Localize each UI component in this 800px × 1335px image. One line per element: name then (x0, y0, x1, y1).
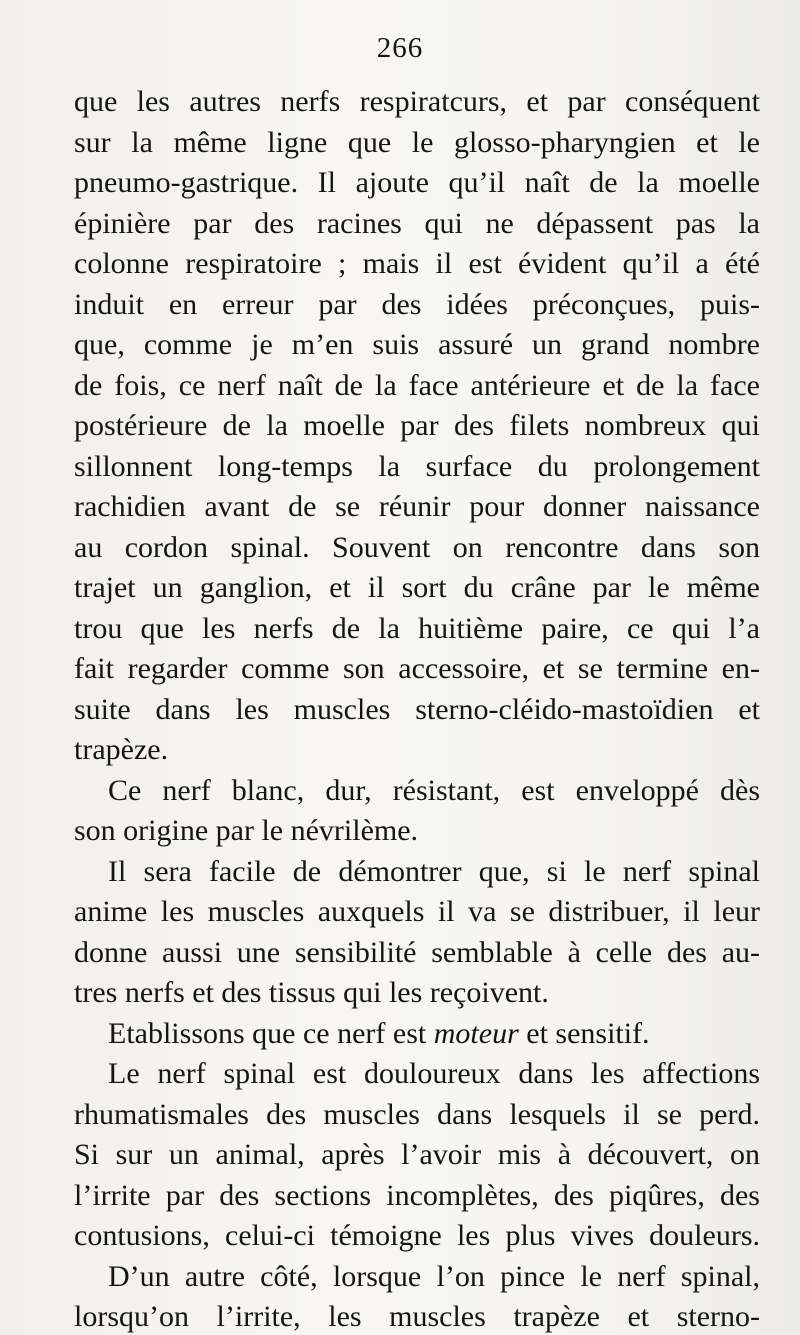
page-text-body (74, 82, 760, 1335)
text-line-21: anime les muscles auxquels il va se distribuer, il leur (74, 895, 760, 928)
text-line-22: donne aussi une sensibilité semblable à celle des au- (74, 935, 760, 969)
text-line-19: son origine par le névrilème. (74, 814, 419, 847)
text-line-17: trapèze. (74, 733, 169, 766)
text-line-13: trajet un ganglion, et il sort du crâne par le même (74, 571, 760, 604)
text-line-20: Il sera facile de démontrer que, si le nerf spinal (108, 854, 760, 888)
text-line-11: rachidien avant de se réunir pour donner naissance (74, 490, 760, 523)
text-line-18: Ce nerf blanc, dur, résistant, est enveloppé dès (108, 773, 760, 807)
italic-word-moteur: moteur (433, 1016, 519, 1050)
text-line-12: au cordon spinal. Souvent on rencontre dans son (74, 530, 760, 564)
text-line-29: contusions, celui-ci témoigne les plus vives douleurs. (74, 1219, 760, 1252)
text-line-23: tres nerfs et des tissus qui les reçoivent. (74, 976, 549, 1009)
text-line-26: rhumatismales des muscles dans lesquels il se perd. (74, 1097, 760, 1131)
page-number: 266 (376, 32, 424, 64)
text-line-4: épinière par des racines qui ne dépassent pas la (74, 206, 760, 240)
text-line-5: colonne respiratoire ; mais il est évident qu’il a été (74, 247, 760, 280)
text-line-3: pneumo-gastrique. Il ajoute qu’il naît de la moelle (74, 166, 760, 199)
text-line-7: que, comme je m’en suis assuré un grand nombre (74, 328, 760, 361)
text-line-27: Si sur un animal, après l’avoir mis à découvert, on (74, 1138, 760, 1171)
text-line-30: D’un autre côté, lorsque l’on pince le nerf spinal, (108, 1259, 760, 1293)
text-line-28: l’irrite par des sections incomplètes, des piqûres, des (74, 1178, 760, 1212)
text-line-25: Le nerf spinal est douloureux dans les affections (108, 1057, 760, 1090)
text-line-31: lorsqu’on l’irrite, les muscles trapèze et sterno- (74, 1300, 760, 1333)
text-line-24 (74, 1014, 760, 1055)
text-line-9: postérieure de la moelle par des filets nombreux qui (74, 409, 760, 442)
text-line-1: que les autres nerfs respiratcurs, et par conséquent (74, 85, 760, 118)
text-line-10: sillonnent long-temps la surface du prolongement (74, 449, 760, 483)
text-line-14: trou que les nerfs de la huitième paire, ce qui l’a (74, 611, 760, 645)
text-line-8: de fois, ce nerf naît de la face antérieure et de la face (74, 368, 760, 402)
text-line-15: fait regarder comme son accessoire, et se termine en- (74, 652, 760, 685)
text-line-2: sur la même ligne que le glosso-pharyngien et le (74, 125, 760, 159)
text-line-6: induit en erreur par des idées préconçues, puis- (74, 287, 760, 321)
text-line-24-end: et sensitif. (518, 1016, 650, 1050)
text-line-16: suite dans les muscles sterno-cléido-mastoïdien et (74, 692, 760, 726)
text-line-24-start: Etablissons que ce nerf est (108, 1016, 434, 1050)
